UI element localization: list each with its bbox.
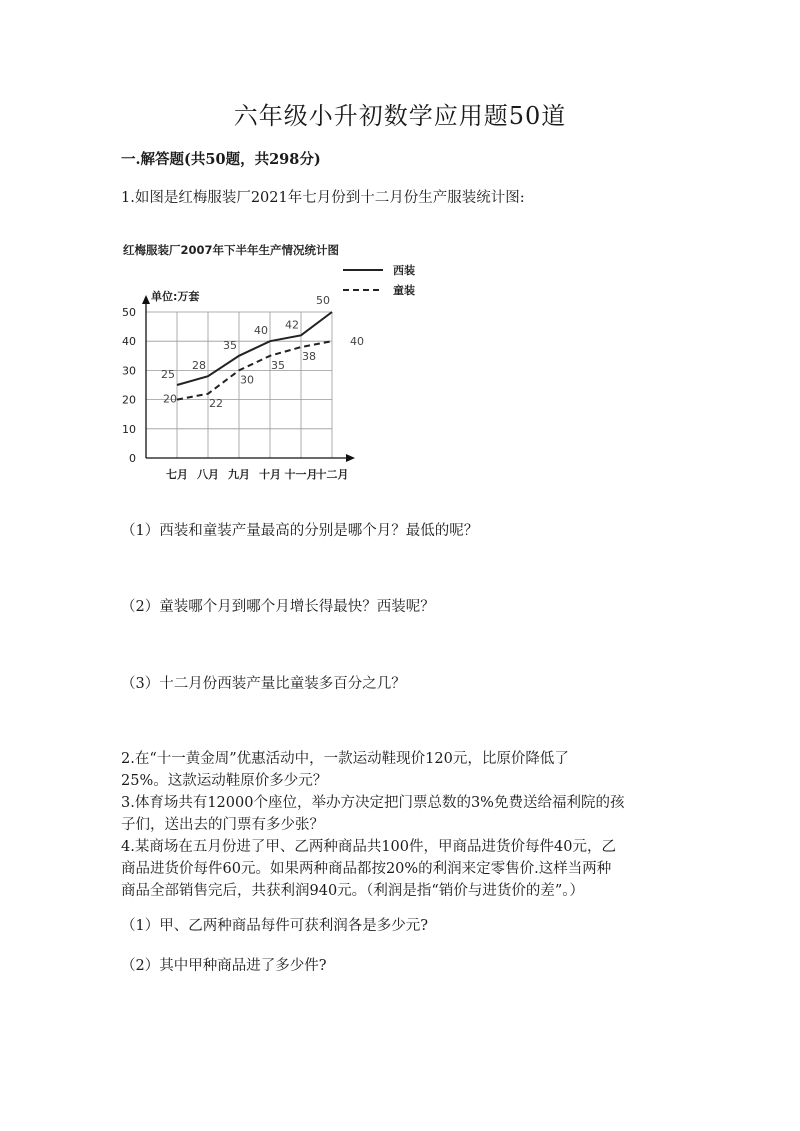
- question-4-sub-1: （1）甲、乙两种商品每件可获利润各是多少元?: [121, 918, 428, 934]
- question-2-line-2: 25%。这款运动鞋原价多少元？: [121, 773, 328, 789]
- section-heading: 一.解答题(共50题，共298分): [121, 151, 321, 168]
- production-line-chart: [121, 234, 415, 484]
- y-axis-arrow: [142, 295, 150, 304]
- legend-label: 童装: [393, 284, 415, 297]
- x-tick-label: 十一月: [284, 468, 318, 481]
- question-2-line-1: 2.在“十一黄金周”优惠活动中，一款运动鞋现价120元，比原价降低了: [121, 751, 569, 767]
- series-line-suit: [177, 312, 332, 385]
- data-label: 50: [316, 294, 330, 307]
- question-4-line-3: 商品全部销售完后，共获利润940元。（利润是指“销价与进货价的差”。）: [121, 883, 584, 899]
- data-label: 35: [223, 338, 237, 352]
- y-tick-label: 20: [122, 393, 136, 407]
- y-tick-label: 50: [122, 306, 136, 319]
- question-1-sub-2: （2）童装哪个月到哪个月增长得最快？西装呢？: [121, 599, 435, 615]
- data-label: 30: [240, 373, 254, 387]
- question-3-line-2: 子们，送出去的门票有多少张？: [121, 817, 324, 833]
- question-3-line-1: 3.体育场共有12000个座位，举办方决定把门票总数的3%免费送给福利院的孩: [121, 795, 625, 811]
- data-label: 42: [285, 318, 299, 332]
- chart-title: 红梅服装厂2007年下半年生产情况统计图: [123, 243, 340, 257]
- question-1-text: 1.如图是红梅服装厂2021年七月份到十二月份生产服装统计图:: [121, 190, 525, 206]
- chart-data-labels: [161, 294, 364, 410]
- page-title: 六年级小升初数学应用题50道: [233, 102, 567, 130]
- question-4-line-1: 4.某商场在五月份进了甲、乙两种商品共100件，甲商品进货价每件40元，乙: [121, 839, 616, 855]
- legend-label: 西装: [393, 264, 415, 277]
- x-tick-label: 九月: [228, 468, 250, 481]
- y-tick-label: 40: [122, 335, 136, 349]
- question-1-sub-1: （1）西装和童装产量最高的分别是哪个月？最低的呢？: [121, 523, 479, 539]
- question-4-line-2: 商品进货价每件60元。如果两种商品都按20%的利润来定零售价.这样当两种: [121, 861, 612, 877]
- x-axis-arrow: [346, 454, 355, 462]
- chart-unit-label: 单位:万套: [151, 290, 200, 303]
- y-tick-label: 10: [122, 422, 136, 436]
- x-tick-label: 十月: [259, 468, 281, 481]
- data-label: 35: [271, 358, 285, 372]
- x-tick-label: 十二月: [315, 468, 349, 481]
- chart-y-ticks: [122, 306, 136, 465]
- question-1-sub-3: （3）十二月份西装产量比童装多百分之几？: [121, 676, 406, 692]
- data-label: 20: [163, 392, 177, 406]
- x-tick-label: 八月: [197, 468, 219, 481]
- data-label: 38: [302, 350, 316, 364]
- data-label: 25: [161, 368, 175, 381]
- data-label: 22: [209, 396, 223, 410]
- chart-x-ticks: [166, 467, 349, 481]
- data-label: 40: [254, 324, 268, 338]
- chart-legend: [343, 263, 415, 297]
- y-tick-label: 0: [129, 452, 136, 465]
- data-label: 40: [350, 335, 364, 349]
- data-label: 28: [192, 359, 206, 373]
- x-tick-label: 七月: [166, 468, 188, 481]
- y-tick-label: 30: [122, 364, 136, 378]
- question-4-sub-2: （2）其中甲种商品进了多少件?: [121, 958, 327, 974]
